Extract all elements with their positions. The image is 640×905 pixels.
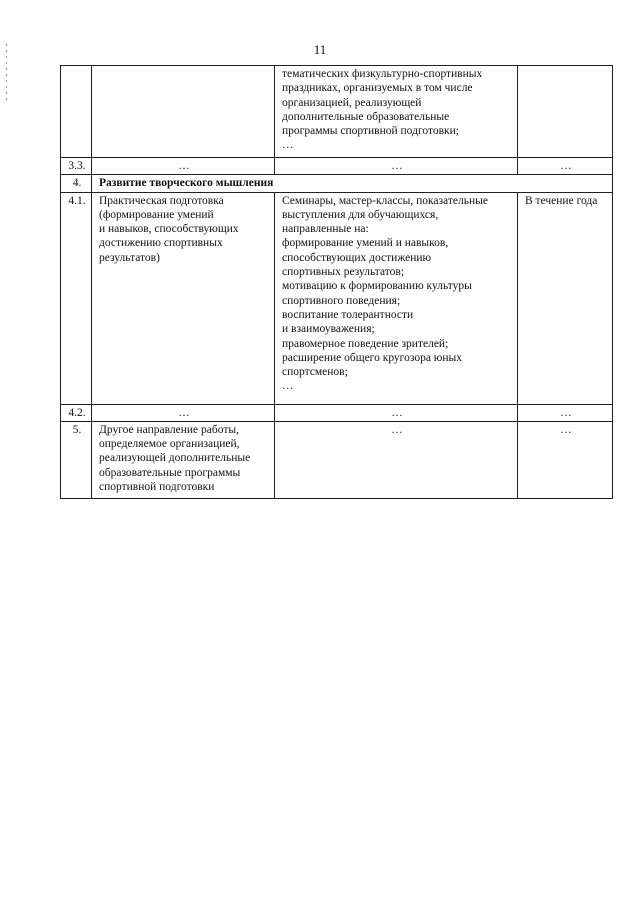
content-line: и взаимоуважения; bbox=[282, 323, 375, 336]
activity-content-cell bbox=[275, 192, 518, 404]
name-line: Другое направление работы, bbox=[99, 423, 239, 436]
name-line: результатов) bbox=[99, 251, 160, 264]
page-number: 11 bbox=[313, 42, 327, 57]
content-line: … bbox=[282, 380, 294, 393]
content-line: организацией, реализующей bbox=[282, 96, 422, 109]
activity-name-cell: … bbox=[92, 404, 275, 421]
name-line: Практическая подготовка bbox=[99, 194, 224, 207]
content-line: праздниках, организуемых в том числе bbox=[282, 82, 473, 95]
content-line: направленные на: bbox=[282, 223, 369, 236]
content-line: способствующих достижению bbox=[282, 251, 432, 264]
name-line: (формирование умений bbox=[99, 208, 214, 221]
row-number-cell: 5. bbox=[61, 421, 92, 498]
content-line: Семинары, мастер-классы, показательные bbox=[282, 194, 488, 207]
name-line: спортивной подготовки bbox=[99, 481, 215, 494]
table-row bbox=[61, 404, 613, 421]
content-line: спортсменов; bbox=[282, 366, 348, 379]
table-row bbox=[61, 66, 613, 158]
row-number-cell: 3.3. bbox=[61, 158, 92, 175]
activity-name-cell bbox=[92, 66, 275, 158]
activity-content-cell: … bbox=[275, 404, 518, 421]
name-line: определяемое организацией, bbox=[99, 438, 240, 451]
content-line: выступления для обучающихся, bbox=[282, 208, 439, 221]
content-line: правомерное поведение зрителей; bbox=[282, 337, 449, 350]
table-row bbox=[61, 175, 613, 192]
term-cell: … bbox=[518, 421, 613, 498]
term-cell bbox=[518, 66, 613, 158]
activity-content-cell: … bbox=[275, 158, 518, 175]
term-cell: … bbox=[518, 158, 613, 175]
content-line: спортивного поведения; bbox=[282, 294, 401, 307]
activity-content-cell: … bbox=[275, 421, 518, 498]
term-cell: В течение года bbox=[518, 192, 613, 404]
table-row bbox=[61, 192, 613, 404]
name-line: достижению спортивных bbox=[99, 237, 223, 250]
row-number-cell: 4.2. bbox=[61, 404, 92, 421]
name-line: образовательные программы bbox=[99, 466, 241, 479]
activity-content-cell bbox=[275, 66, 518, 158]
term-cell: … bbox=[518, 404, 613, 421]
content-line: воспитание толерантности bbox=[282, 308, 414, 321]
content-line: дополнительные образовательные bbox=[282, 110, 450, 123]
activity-name-cell bbox=[92, 192, 275, 404]
plan-table bbox=[60, 65, 613, 499]
activity-name-cell bbox=[92, 421, 275, 498]
content-line: … bbox=[282, 139, 294, 152]
table-row bbox=[61, 158, 613, 175]
activity-name-cell: … bbox=[92, 158, 275, 175]
table-row bbox=[61, 421, 613, 498]
name-line: реализующей дополнительные bbox=[99, 452, 251, 465]
row-number-cell: 4. bbox=[61, 175, 92, 192]
content-line: мотивацию к формированию культуры bbox=[282, 280, 472, 293]
content-line: спортивных результатов; bbox=[282, 266, 405, 279]
section-title: Развитие творческого мышления bbox=[92, 175, 613, 192]
content-line: формирование умений и навыков, bbox=[282, 237, 449, 250]
content-line: программы спортивной подготовки; bbox=[282, 125, 459, 138]
row-number-cell bbox=[61, 66, 92, 158]
content-line: расширение общего кругозора юных bbox=[282, 351, 463, 364]
row-number-cell: 4.1. bbox=[61, 192, 92, 404]
name-line: и навыков, способствующих bbox=[99, 223, 239, 236]
content-line: тематических физкультурно-спортивных bbox=[282, 68, 483, 80]
